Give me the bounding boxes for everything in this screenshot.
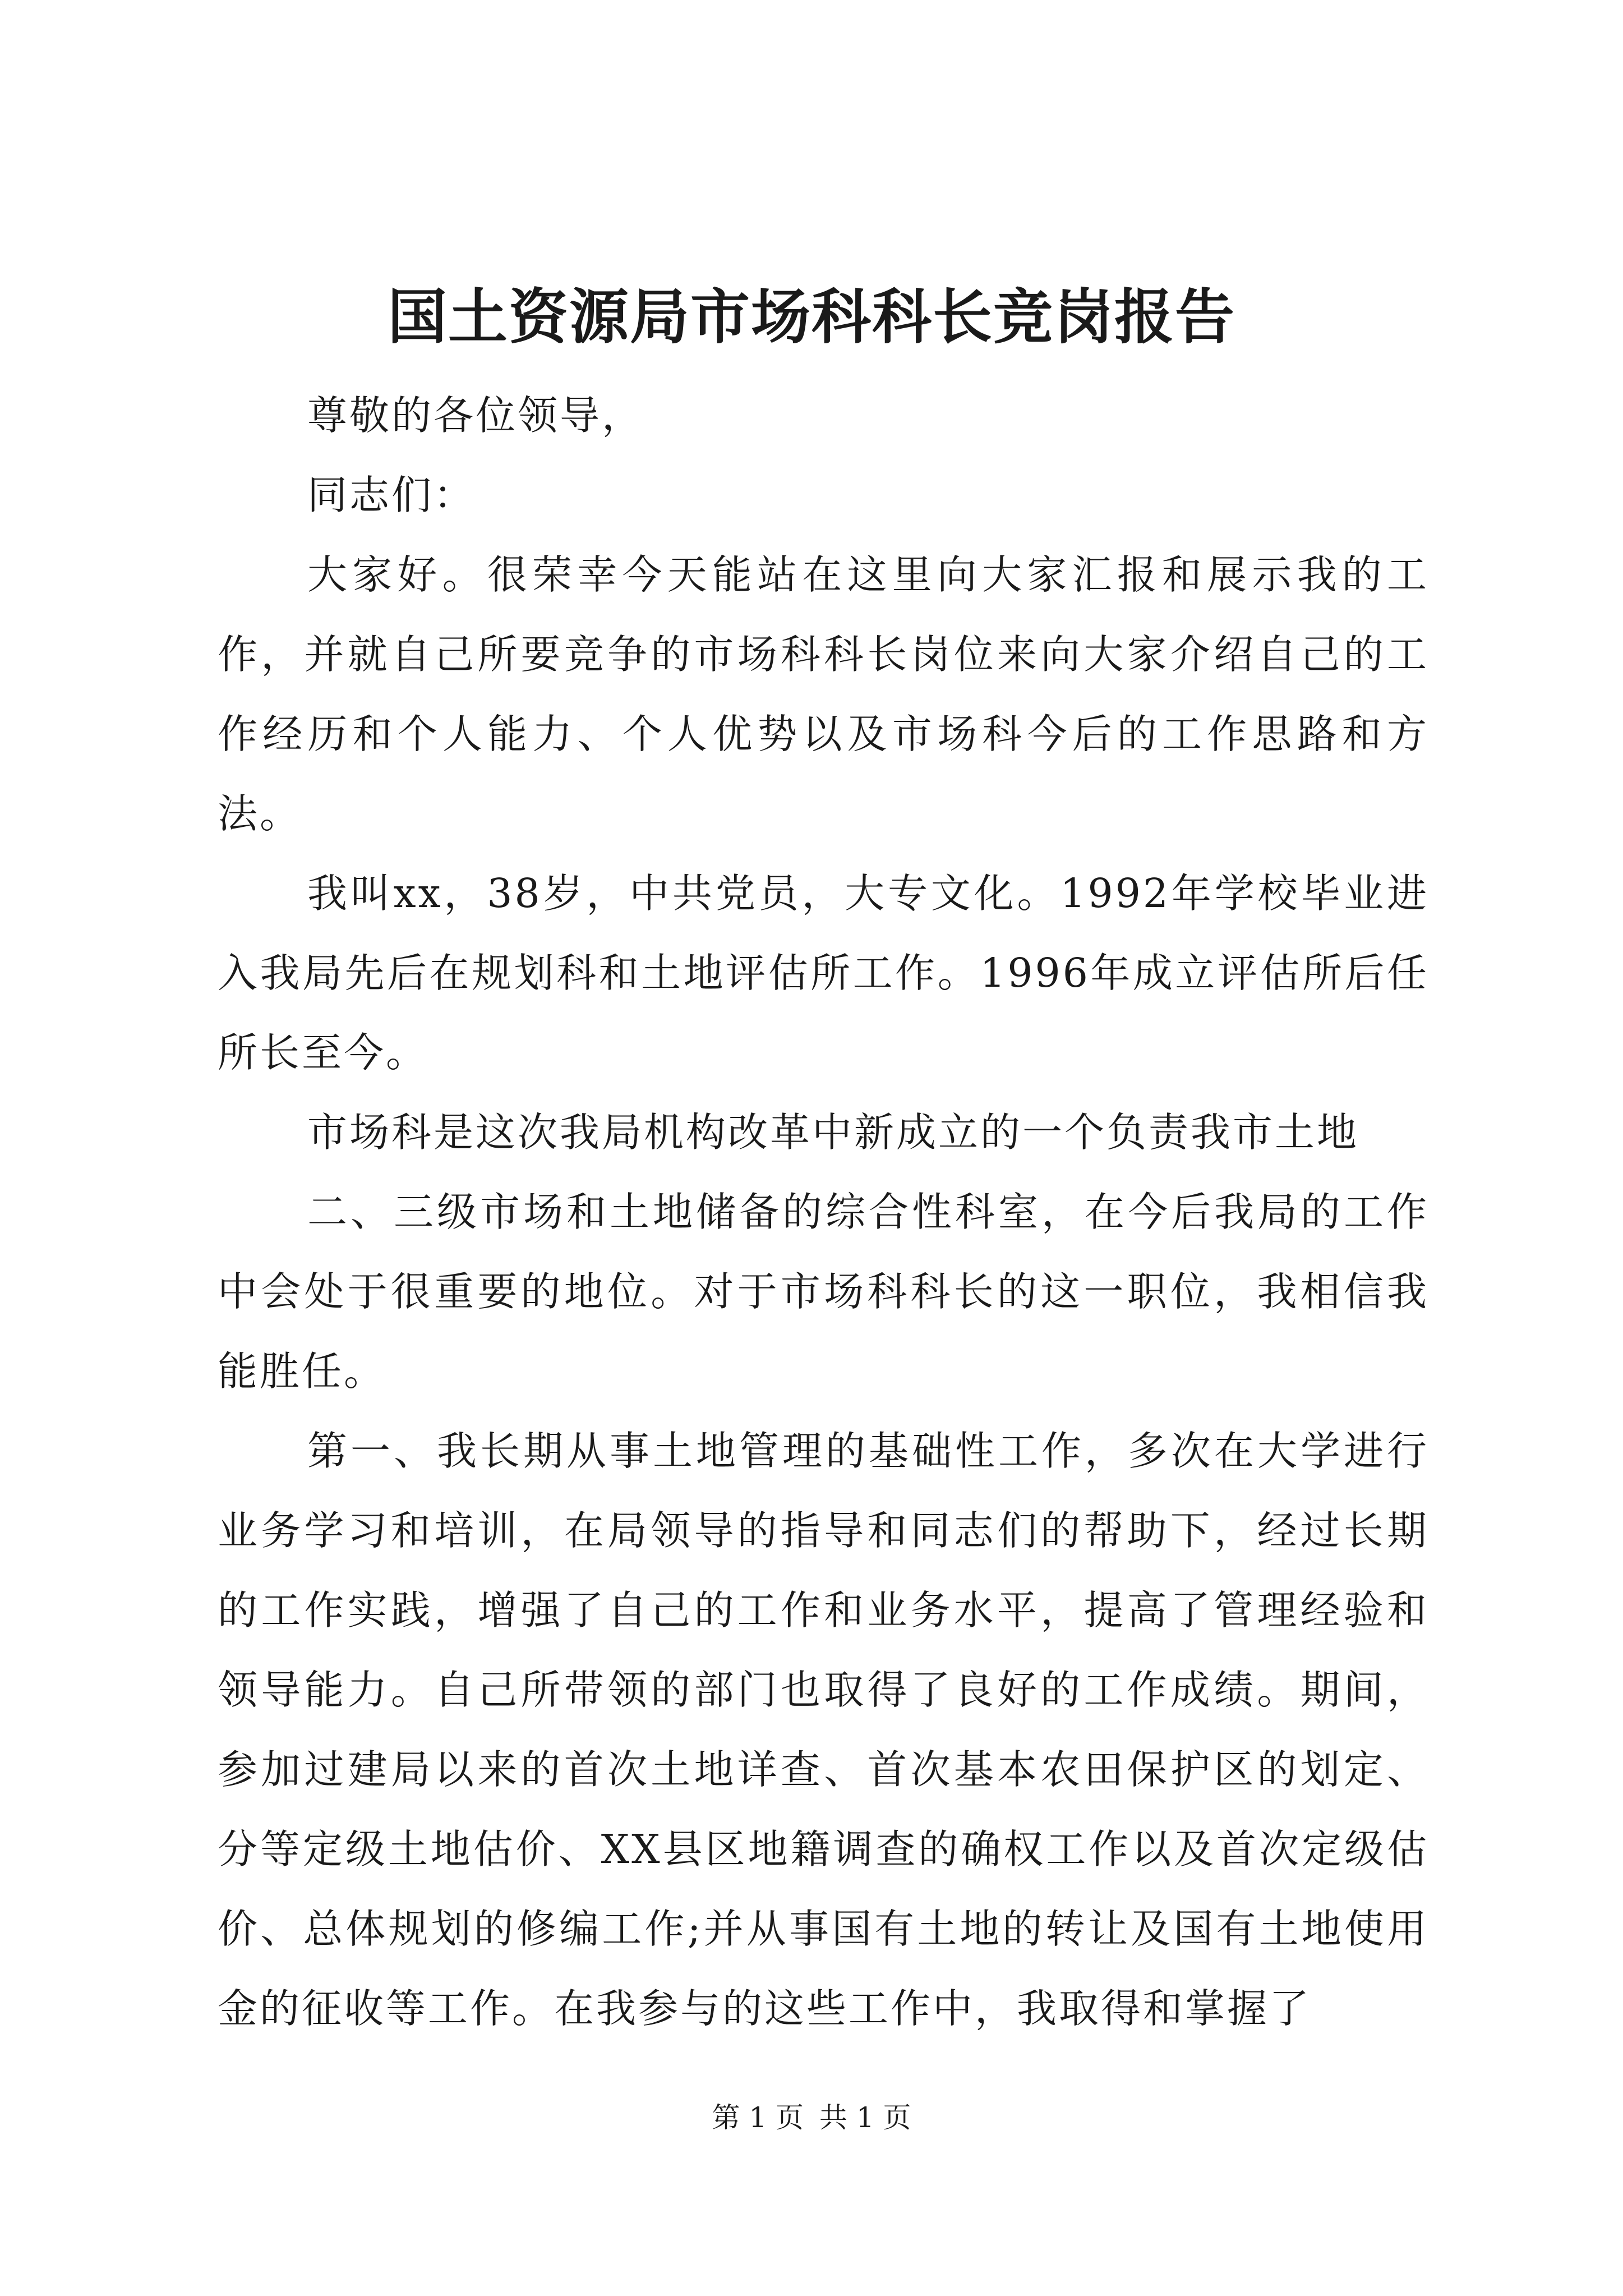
page-footer bbox=[0, 2098, 1623, 2137]
page-total: 共 1 页 bbox=[819, 2101, 911, 2134]
page-number: 第 1 页 bbox=[712, 2101, 804, 2134]
paragraph-greeting: 大家好。很荣幸今天能站在这里向大家汇报和展示我的工作，并就自己所要竞争的市场科科长岗位来向大家介绍自己的工作经历和个人能力、个人优势以及市场科今后的工作思路和方法。 bbox=[218, 551, 1429, 837]
document-body bbox=[218, 376, 1429, 2049]
paragraph-self-intro: 我叫xx，38岁，中共党员，大专文化。1992年学校毕业进入我局先后在规划科和土地评估所工作。1996年成立评估所后任所长至今。 bbox=[218, 870, 1429, 1076]
paragraph-market-dept: 市场科是这次我局机构改革中新成立的一个负责我市土地 bbox=[307, 1109, 1359, 1156]
paragraph-first-point: 第一、我长期从事土地管理的基础性工作，多次在大学进行业务学习和培训，在局领导的指导和同志们的帮助下，经过长期的工作实践，增强了自己的工作和业务水平，提高了管理经验和领导能力。自己所带领的部门也取得了良好的工作成绩。期间，参加过建局以来的首次土地详查、首次基本农田保护区的划定、分等定级土地估价、XX县区地籍调查的确权工作以及首次定级估价、总体规划的修编工作;并从事国有土地的转让及国有土地使用金的征收等工作。在我参与的这些工作中，我取得和掌握了 bbox=[218, 1428, 1429, 2032]
paragraph-market-dept-2: 二、三级市场和土地储备的综合性科室，在今后我局的工作中会处于很重要的地位。对于市场科科长的这一职位，我相信我能胜任。 bbox=[218, 1189, 1429, 1395]
document-title: 国土资源局市场科科长竞岗报告 bbox=[388, 282, 1235, 352]
paragraph-salutation-2: 同志们： bbox=[307, 472, 476, 518]
paragraph-salutation: 尊敬的各位领导， bbox=[307, 392, 644, 439]
